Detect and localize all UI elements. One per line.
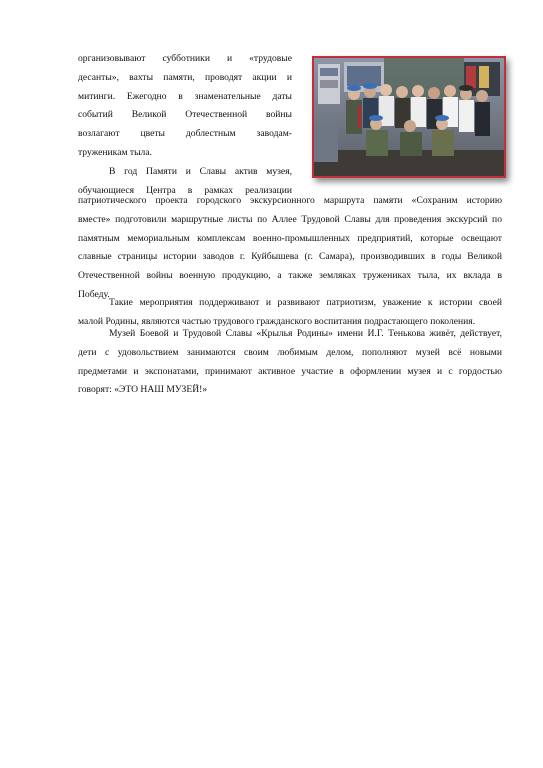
text-line: событий Великой Отечественной войны: [78, 109, 292, 121]
text-line: труженикам тыла.: [78, 146, 153, 158]
text-line: предметами и экспонатами, принимают активное участие в оформлении музея и с гордостью: [78, 365, 502, 377]
text-line: малой Родины, являются частью трудового гражданского воспитания подрастающего поколения.: [78, 315, 476, 327]
text-line: митинги. Ежегодно в знаменательные даты: [78, 90, 292, 102]
text-line: патриотического проекта городского экскурсионного маршрута памяти «Сохраним историю: [78, 195, 502, 206]
text-line: десанты», вахты памяти, проводят акции и: [78, 71, 292, 83]
photo-image: [314, 58, 504, 176]
text-line: Отечественной войны военную продукцию, а также земляках тружениках тыла, их вклада в: [78, 270, 502, 282]
text-line: Победу.: [78, 288, 110, 300]
text-line: В год Памяти и Славы актив музея,: [109, 165, 292, 177]
text-line: дети с удовольствием занимаются своим любимым делом, пополняют музей всё новыми: [78, 346, 502, 358]
museum-group-photo: [312, 56, 506, 178]
paragraph-museum: [78, 325, 502, 400]
intro-paragraph: [78, 50, 292, 200]
paragraph-project: [78, 192, 502, 305]
text-line: организовывают субботники и «трудовые: [78, 53, 292, 64]
text-line: возлагают цветы доблестным заводам-: [78, 128, 292, 140]
text-line: Музей Боевой и Трудовой Славы «Крылья Родины» имени И.Г. Тенькова живёт, действует,: [109, 328, 502, 339]
text-line: Такие мероприятия поддерживают и развивают патриотизм, уважение к истории своей: [109, 297, 502, 308]
text-line: обучающиеся Центра в рамках реализации: [78, 184, 292, 196]
text-line: славные страницы истории заводов г. Куйбышева (г. Самара), производивших в годы Великой: [78, 251, 502, 263]
text-line: памятным мемориальным комплексам военно-промышленных предприятий, которые освещают: [78, 232, 502, 244]
text-line: говорят: «ЭТО НАШ МУЗЕЙ!»: [78, 384, 208, 396]
text-line: вместе» подготовили маршрутные листы по Аллее Трудовой Славы для проведения экскурсий по: [78, 213, 502, 225]
